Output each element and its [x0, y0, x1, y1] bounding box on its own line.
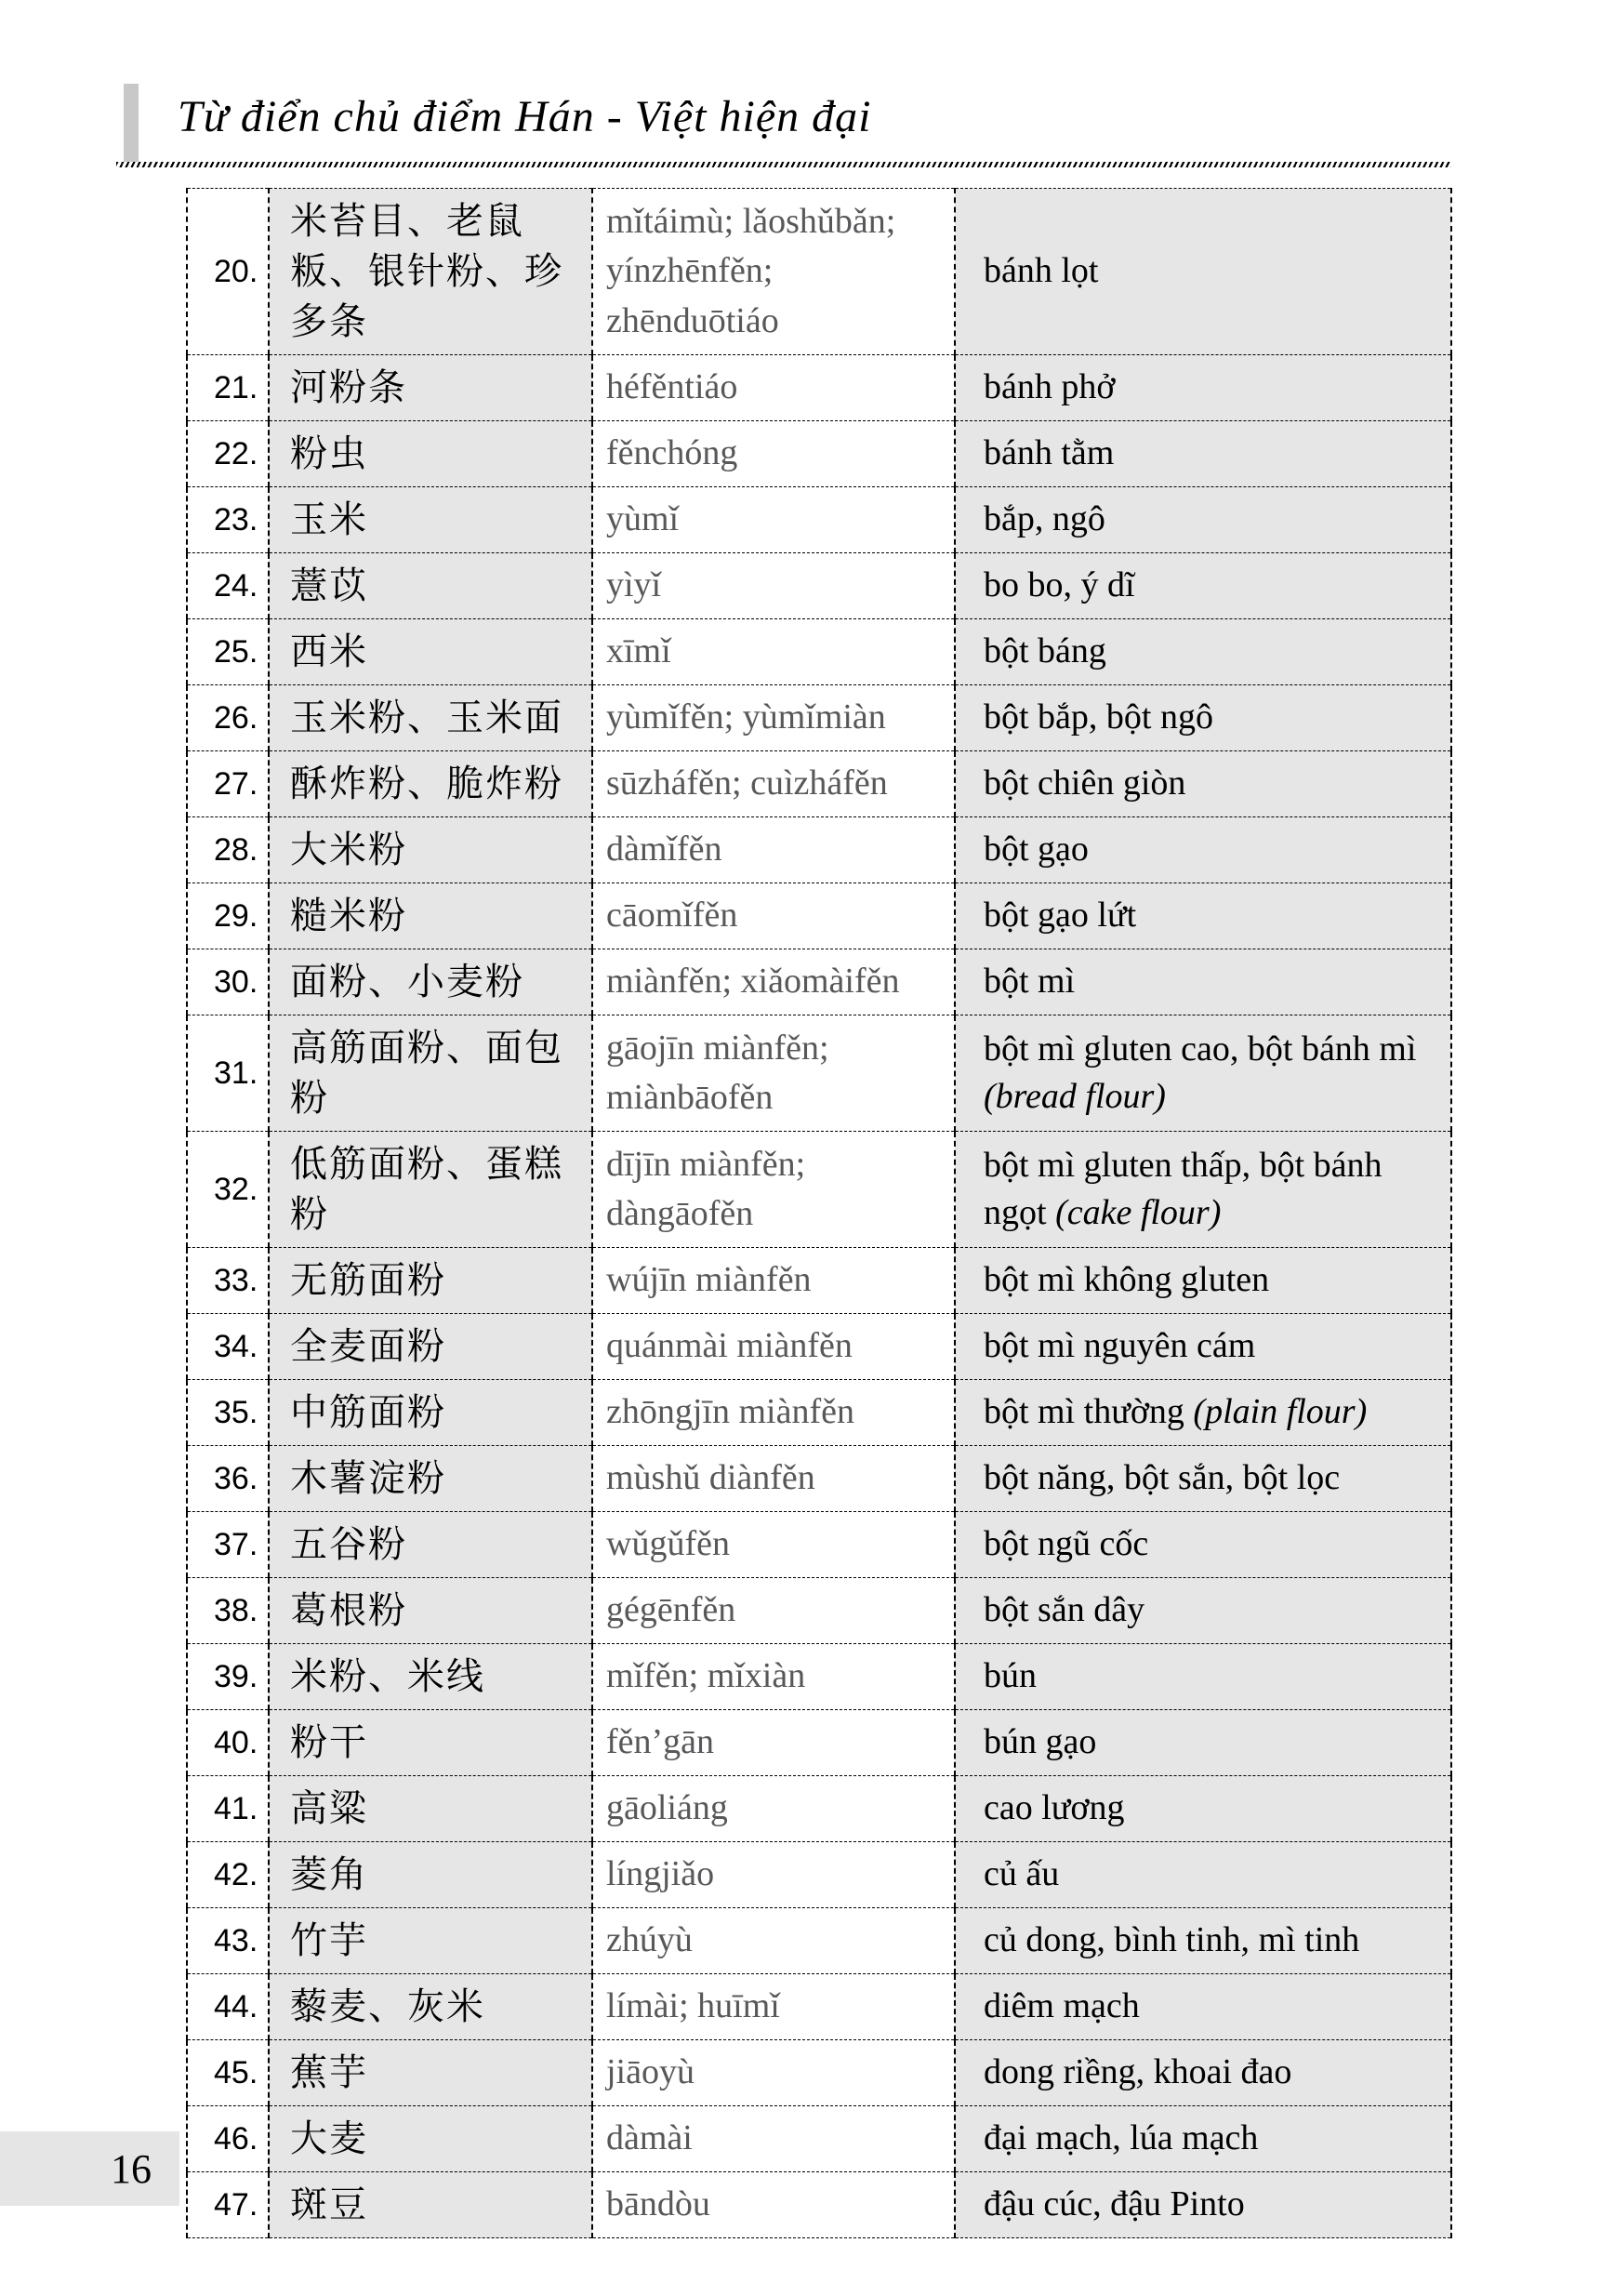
vietnamese-meaning-cell: [955, 1314, 1451, 1380]
row-number-cell: 30.: [187, 949, 269, 1015]
chinese-term-cell: 米苔目、老鼠粄、银针粉、珍多条: [269, 189, 592, 355]
chinese-term-cell: 米粉、米线: [269, 1644, 592, 1710]
chinese-term-cell: 酥炸粉、脆炸粉: [269, 751, 592, 817]
pinyin-reading-cell: fěn’gān: [592, 1710, 955, 1776]
vietnamese-text: bo bo, ý dĩ: [984, 565, 1135, 605]
page-header: [116, 84, 1451, 167]
table-row: [187, 751, 1451, 817]
row-number-cell: 43.: [187, 1908, 269, 1974]
pinyin-reading-cell: zhōngjīn miànfěn: [592, 1380, 955, 1446]
table-row: [187, 1314, 1451, 1380]
row-number-cell: 22.: [187, 421, 269, 487]
vietnamese-meaning-cell: [955, 2172, 1451, 2238]
pinyin-reading-cell: dàmǐfěn: [592, 817, 955, 883]
vietnamese-meaning-cell: [955, 883, 1451, 949]
vietnamese-text: củ ấu: [984, 1854, 1060, 1894]
vietnamese-text: cao lương: [984, 1788, 1125, 1828]
chinese-term-cell: 糙米粉: [269, 883, 592, 949]
pinyin-reading-cell: miànfěn; xiǎomàifěn: [592, 949, 955, 1015]
pinyin-reading-cell: gégēnfěn: [592, 1578, 955, 1644]
chinese-term-cell: 五谷粉: [269, 1512, 592, 1578]
chinese-term-cell: 大麦: [269, 2106, 592, 2172]
pinyin-reading-cell: yùmǐfěn; yùmǐmiàn: [592, 685, 955, 751]
pinyin-reading-cell: gāojīn miànfěn; miànbāofěn: [592, 1015, 955, 1132]
table-row: [187, 1644, 1451, 1710]
chinese-term-cell: 菱角: [269, 1842, 592, 1908]
table-row: [187, 1512, 1451, 1578]
table-row: [187, 1380, 1451, 1446]
row-number-cell: 20.: [187, 189, 269, 355]
row-number-cell: 29.: [187, 883, 269, 949]
vietnamese-text: bánh phở: [984, 367, 1116, 407]
chinese-term-cell: 蕉芋: [269, 2040, 592, 2106]
vietnamese-text: bột báng: [984, 631, 1106, 671]
vietnamese-meaning-cell: [955, 1974, 1451, 2040]
table-row: [187, 553, 1451, 619]
vietnamese-text: diêm mạch: [984, 1986, 1140, 2026]
row-number-cell: 35.: [187, 1380, 269, 1446]
chinese-term-cell: 无筋面粉: [269, 1248, 592, 1314]
table-row: [187, 189, 1451, 355]
vietnamese-text: bánh tằm: [984, 433, 1115, 473]
table-row: [187, 355, 1451, 421]
vietnamese-english-gloss: (plain flour): [1193, 1392, 1368, 1432]
chinese-term-cell: 粉干: [269, 1710, 592, 1776]
vietnamese-meaning-cell: [955, 817, 1451, 883]
row-number-cell: 42.: [187, 1842, 269, 1908]
vietnamese-text: bột mì không gluten: [984, 1260, 1270, 1300]
header-accent-bar: [124, 84, 139, 162]
vietnamese-meaning-cell: [955, 685, 1451, 751]
table-row: [187, 883, 1451, 949]
row-number-cell: 45.: [187, 2040, 269, 2106]
pinyin-reading-cell: wújīn miànfěn: [592, 1248, 955, 1314]
chinese-term-cell: 面粉、小麦粉: [269, 949, 592, 1015]
vietnamese-meaning-cell: [955, 619, 1451, 685]
table-row: [187, 487, 1451, 553]
vocabulary-table: [186, 188, 1452, 2238]
table-row: [187, 685, 1451, 751]
vietnamese-meaning-cell: [955, 487, 1451, 553]
vocabulary-table-body: [187, 189, 1451, 2238]
table-row: [187, 949, 1451, 1015]
vietnamese-text: bột bắp, bột ngô: [984, 697, 1213, 737]
vietnamese-meaning-cell: [955, 1578, 1451, 1644]
table-row: [187, 1015, 1451, 1132]
vietnamese-text: bột chiên giòn: [984, 763, 1186, 803]
row-number-cell: 23.: [187, 487, 269, 553]
pinyin-reading-cell: quánmài miànfěn: [592, 1314, 955, 1380]
row-number-cell: 33.: [187, 1248, 269, 1314]
row-number-cell: 25.: [187, 619, 269, 685]
vietnamese-text: bột năng, bột sắn, bột lọc: [984, 1458, 1341, 1498]
vietnamese-text: bột mì: [984, 962, 1076, 1002]
page-number: 16: [111, 2145, 152, 2192]
chinese-term-cell: 粉虫: [269, 421, 592, 487]
pinyin-reading-cell: xīmǐ: [592, 619, 955, 685]
vietnamese-text: củ dong, bình tinh, mì tinh: [984, 1920, 1360, 1960]
chinese-term-cell: 斑豆: [269, 2172, 592, 2238]
vietnamese-text: bột mì gluten thấp, bột bánh ngọt: [984, 1145, 1382, 1232]
vietnamese-text: bột mì gluten cao, bột bánh mì: [984, 1029, 1417, 1068]
row-number-cell: 44.: [187, 1974, 269, 2040]
table-row: [187, 1446, 1451, 1512]
vietnamese-english-gloss: (cake flour): [1055, 1193, 1222, 1232]
vietnamese-meaning-cell: [955, 553, 1451, 619]
row-number-cell: 46.: [187, 2106, 269, 2172]
vietnamese-meaning-cell: [955, 421, 1451, 487]
table-row: [187, 1578, 1451, 1644]
table-row: [187, 2106, 1451, 2172]
vietnamese-meaning-cell: [955, 1644, 1451, 1710]
pinyin-reading-cell: wǔgǔfěn: [592, 1512, 955, 1578]
vietnamese-meaning-cell: [955, 1132, 1451, 1248]
vietnamese-text: bắp, ngô: [984, 499, 1105, 539]
vietnamese-meaning-cell: [955, 189, 1451, 355]
vietnamese-text: bột mì nguyên cám: [984, 1326, 1256, 1366]
pinyin-reading-cell: mùshǔ diànfěn: [592, 1446, 955, 1512]
vietnamese-meaning-cell: [955, 1908, 1451, 1974]
vietnamese-text: bột ngũ cốc: [984, 1524, 1149, 1564]
row-number-cell: 26.: [187, 685, 269, 751]
table-row: [187, 1974, 1451, 2040]
row-number-cell: 31.: [187, 1015, 269, 1132]
page-number-box: [0, 2131, 179, 2206]
chinese-term-cell: 高筋面粉、面包粉: [269, 1015, 592, 1132]
table-row: [187, 1842, 1451, 1908]
pinyin-reading-cell: yìyǐ: [592, 553, 955, 619]
vietnamese-meaning-cell: [955, 1015, 1451, 1132]
table-row: [187, 1776, 1451, 1842]
pinyin-reading-cell: cāomǐfěn: [592, 883, 955, 949]
vietnamese-text: bún: [984, 1656, 1037, 1696]
vietnamese-meaning-cell: [955, 2040, 1451, 2106]
chinese-term-cell: 玉米粉、玉米面: [269, 685, 592, 751]
vietnamese-meaning-cell: [955, 949, 1451, 1015]
table-row: [187, 421, 1451, 487]
chinese-term-cell: 木薯淀粉: [269, 1446, 592, 1512]
pinyin-reading-cell: límài; huīmǐ: [592, 1974, 955, 2040]
vietnamese-meaning-cell: [955, 1842, 1451, 1908]
vietnamese-meaning-cell: [955, 751, 1451, 817]
vietnamese-text: đại mạch, lúa mạch: [984, 2118, 1259, 2158]
row-number-cell: 40.: [187, 1710, 269, 1776]
row-number-cell: 38.: [187, 1578, 269, 1644]
table-row: [187, 1710, 1451, 1776]
row-number-cell: 34.: [187, 1314, 269, 1380]
pinyin-reading-cell: dàmài: [592, 2106, 955, 2172]
pinyin-reading-cell: bāndòu: [592, 2172, 955, 2238]
table-row: [187, 1908, 1451, 1974]
vietnamese-text: dong riềng, khoai đao: [984, 2052, 1292, 2092]
vietnamese-meaning-cell: [955, 1710, 1451, 1776]
chinese-term-cell: 藜麦、灰米: [269, 1974, 592, 2040]
pinyin-reading-cell: língjiǎo: [592, 1842, 955, 1908]
pinyin-reading-cell: fěnchóng: [592, 421, 955, 487]
pinyin-reading-cell: jiāoyù: [592, 2040, 955, 2106]
vietnamese-text: bún gạo: [984, 1722, 1097, 1762]
chinese-term-cell: 低筋面粉、蛋糕粉: [269, 1132, 592, 1248]
vietnamese-meaning-cell: [955, 1776, 1451, 1842]
table-row: [187, 619, 1451, 685]
table-row: [187, 1132, 1451, 1248]
vietnamese-meaning-cell: [955, 1512, 1451, 1578]
row-number-cell: 37.: [187, 1512, 269, 1578]
row-number-cell: 41.: [187, 1776, 269, 1842]
vietnamese-meaning-cell: [955, 1380, 1451, 1446]
vietnamese-english-gloss: (bread flour): [984, 1077, 1166, 1116]
vietnamese-text: bột sắn dây: [984, 1590, 1145, 1630]
vietnamese-text: bột mì thường: [984, 1392, 1194, 1432]
chinese-term-cell: 玉米: [269, 487, 592, 553]
table-row: [187, 817, 1451, 883]
vietnamese-meaning-cell: [955, 2106, 1451, 2172]
page-title: Từ điển chủ điểm Hán - Việt hiện đại: [178, 92, 872, 141]
pinyin-reading-cell: héfěntiáo: [592, 355, 955, 421]
pinyin-reading-cell: zhúyù: [592, 1908, 955, 1974]
chinese-term-cell: 中筋面粉: [269, 1380, 592, 1446]
row-number-cell: 47.: [187, 2172, 269, 2238]
chinese-term-cell: 河粉条: [269, 355, 592, 421]
chinese-term-cell: 西米: [269, 619, 592, 685]
table-row: [187, 2040, 1451, 2106]
chinese-term-cell: 大米粉: [269, 817, 592, 883]
row-number-cell: 21.: [187, 355, 269, 421]
pinyin-reading-cell: mǐtáimù; lǎoshǔbǎn; yínzhēnfěn; zhēnduōtiáo: [592, 189, 955, 355]
row-number-cell: 39.: [187, 1644, 269, 1710]
vietnamese-text: bánh lọt: [984, 251, 1099, 291]
table-row: [187, 1248, 1451, 1314]
chinese-term-cell: 全麦面粉: [269, 1314, 592, 1380]
row-number-cell: 32.: [187, 1132, 269, 1248]
pinyin-reading-cell: mǐfěn; mǐxiàn: [592, 1644, 955, 1710]
vietnamese-text: đậu cúc, đậu Pinto: [984, 2184, 1245, 2224]
vietnamese-text: bột gạo: [984, 829, 1089, 869]
chinese-term-cell: 薏苡: [269, 553, 592, 619]
table-row: [187, 2172, 1451, 2238]
row-number-cell: 28.: [187, 817, 269, 883]
pinyin-reading-cell: gāoliáng: [592, 1776, 955, 1842]
pinyin-reading-cell: yùmǐ: [592, 487, 955, 553]
row-number-cell: 27.: [187, 751, 269, 817]
vietnamese-meaning-cell: [955, 1446, 1451, 1512]
pinyin-reading-cell: dījīn miànfěn; dàngāofěn: [592, 1132, 955, 1248]
chinese-term-cell: 高粱: [269, 1776, 592, 1842]
row-number-cell: 36.: [187, 1446, 269, 1512]
pinyin-reading-cell: sūzháfěn; cuìzháfěn: [592, 751, 955, 817]
chinese-term-cell: 竹芋: [269, 1908, 592, 1974]
vietnamese-meaning-cell: [955, 355, 1451, 421]
row-number-cell: 24.: [187, 553, 269, 619]
header-wavy-rule: [116, 162, 1451, 167]
chinese-term-cell: 葛根粉: [269, 1578, 592, 1644]
vietnamese-meaning-cell: [955, 1248, 1451, 1314]
vietnamese-text: bột gạo lứt: [984, 896, 1137, 936]
